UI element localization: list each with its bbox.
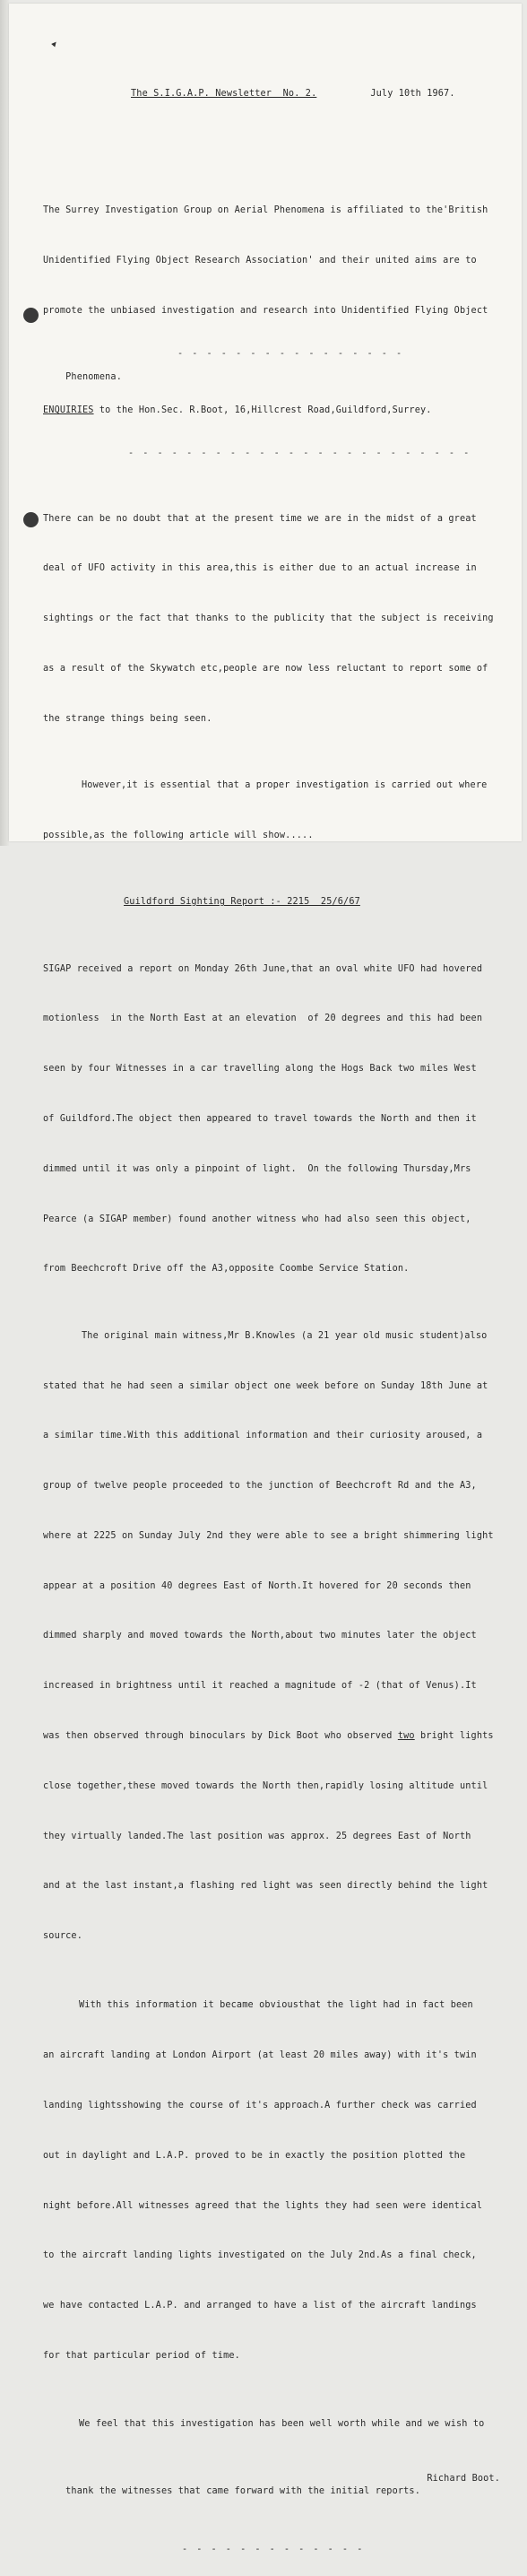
paragraph-line: of Guildford.The object then appeared to travel towards the North and then it (43, 1114, 477, 1124)
paragraph-line: seen by four Witnesses in a car travelling along the Hogs Back two miles West (43, 1064, 477, 1075)
paragraph-line: increased in brightness until it reached a magnitude of -2 (that of Venus).It (43, 1681, 477, 1692)
dashed-rule: - - - - - - - - - - - - - - - - (177, 349, 404, 360)
punch-hole (23, 512, 39, 527)
paragraph-line: We feel that this investigation has been well worth while and we wish to (79, 2419, 485, 2430)
signature: Richard Boot. (427, 2474, 500, 2485)
paragraph-line: deal of UFO activity in this area,this is either due to an actual increase in (43, 563, 477, 574)
paragraph-line: appear at a position 40 degrees East of North.It hovered for 20 seconds then (43, 1580, 471, 1591)
paragraph-line: source. (43, 1931, 82, 1942)
paragraph-line: group of twelve people proceeded to the junction of Beechcroft Rd and the A3, (43, 1481, 477, 1492)
paragraph-line: motionless in the North East at an elevation of 20 degrees and this had been (43, 1014, 483, 1024)
paragraph-line: for that particular period of time. (43, 2350, 240, 2361)
paragraph-line: stated that he had seen a similar object one week before on Sunday 18th June at (43, 1380, 488, 1391)
paragraph-line: dimmed until it was only a pinpoint of light. On the following Thursday,Mrs (43, 1163, 471, 1174)
punch-hole (23, 308, 39, 323)
intro-line: Unidentified Flying Object Research Association' and their united aims are to (43, 255, 477, 265)
text-span: bright lights (414, 1730, 494, 1741)
enquiries-line (43, 403, 509, 420)
paragraph-line: Pearce (a SIGAP member) found another witness who had also seen this object, (43, 1214, 471, 1224)
paragraph-line: close together,these moved towards the North then,rapidly losing altitude until (43, 1780, 488, 1791)
newsletter-header (43, 86, 509, 103)
paragraph-line: landing lightsshowing the course of it's approach.A further check was carried (43, 2101, 477, 2111)
paragraph-line: where at 2225 on Sunday July 2nd they were able to see a bright shimmering light (43, 1530, 494, 1541)
paragraph-line: possible,as the following article will show..... (43, 830, 314, 840)
paragraph-line: from Beechcroft Drive off the A3,opposite Coombe Service Station. (43, 1264, 410, 1275)
paragraph-line: There can be no doubt that at the present time we are in the midst of a great (43, 513, 477, 524)
dashed-rule: - - - - - - - - - - - - - (182, 2545, 365, 2555)
newsletter-date: July 10th 1967. (370, 88, 455, 99)
paragraph-line: we have contacted L.A.P. and arranged to have a list of the aircraft landings (43, 2301, 477, 2311)
paragraph-line: as a result of the Skywatch etc,people are now less reluctant to report some of (43, 663, 488, 674)
page-edge-shadow (0, 0, 9, 846)
paragraph-line: an aircraft landing at London Airport (at least 20 miles away) with it's twin (43, 2050, 477, 2061)
enquiries-label: ENQUIRIES (43, 405, 94, 416)
report-title: Guildford Sighting Report :- 2215 25/6/67 (124, 897, 360, 908)
paragraph-line: and at the last instant,a flashing red light was seen directly behind the light (43, 1881, 488, 1892)
paragraph-line: the strange things being seen. (43, 713, 212, 724)
paragraph-line: The original main witness,Mr B.Knowles (a 21 year old music student)also (82, 1330, 488, 1341)
dashed-rule: - - - - - - - - - - - - - - - - - - - - - - - - (128, 448, 471, 458)
enquiries-address: to the Hon.Sec. R.Boot, 16,Hillcrest Road,Guildford,Surrey. (93, 405, 432, 416)
paragraph-line: thank the witnesses that came forward with the initial reports. (65, 2485, 420, 2496)
intro-line: promote the unbiased investigation and research into Unidentified Flying Object (43, 305, 488, 316)
paragraph-line: a similar time.With this additional information and their curiosity aroused, a (43, 1431, 483, 1441)
paragraph-line: out in daylight and L.A.P. proved to be in exactly the position plotted the (43, 2150, 466, 2161)
intro-line: The Surrey Investigation Group on Aerial Phenomena is affiliated to the'British (43, 205, 488, 215)
intro-line: Phenomena. (65, 371, 122, 382)
paragraph-line: night before.All witnesses agreed that the lights they had seen were identical (43, 2200, 483, 2211)
paragraph-line: However,it is essential that a proper investigation is carried out where (82, 780, 488, 791)
paragraph-line: With this information it became obviousthat the light had in fact been (79, 2000, 473, 2011)
paragraph-line: they virtually landed.The last position was approx. 25 degrees East of North (43, 1831, 471, 1841)
underlined-word: two (397, 1730, 415, 1741)
paragraph-line: dimmed sharply and moved towards the North,about two minutes later the object (43, 1631, 477, 1641)
paragraph-line: sightings or the fact that thanks to the publicity that the subject is receiving (43, 614, 494, 624)
paragraph-line: to the aircraft landing lights investigated on the July 2nd.As a final check, (43, 2250, 477, 2261)
paragraph-line (43, 1728, 509, 1745)
text-span: was then observed through binoculars by Dick Boot who observed (43, 1730, 398, 1741)
newsletter-title: The S.I.G.A.P. Newsletter No. 2. (131, 88, 317, 99)
ink-mark: ▲ (49, 39, 60, 49)
newsletter-text (43, 36, 509, 2576)
paragraph-line: SIGAP received a report on Monday 26th June,that an oval white UFO had hovered (43, 963, 483, 974)
